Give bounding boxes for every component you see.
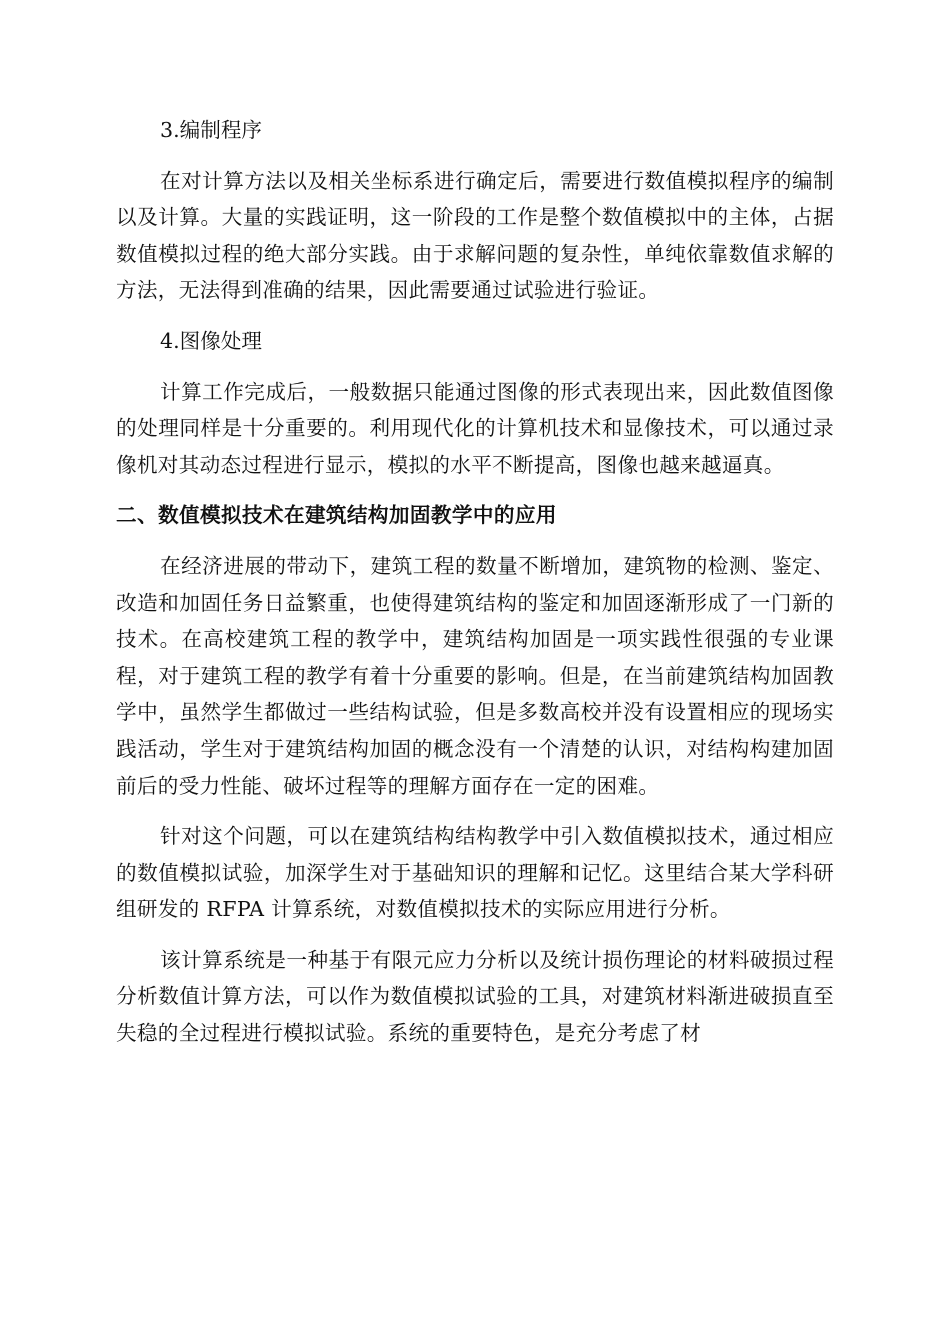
paragraph-teaching-background: 在经济进展的带动下，建筑工程的数量不断增加，建筑物的检测、鉴定、改造和加固任务日益繁重，也使得建筑结构的鉴定和加固逐渐形成了一门新的技术。在高校建筑工程的教学中，建筑结构加固是一项实践性很强的专业课程，对于建筑工程的教学有着十分重要的影响。但是，在当前建筑结构加固教学中，虽然学生都做过一些结构试验，但是多数高校并没有设置相应的现场实践活动，学生对于建筑结构加固的概念没有一个清楚的认识，对结构构建加固前后的受力性能、破坏过程等的理解方面存在一定的困难。 [116, 553, 834, 798]
subheading-image-processing: 4.图像处理 [160, 328, 263, 353]
paragraph-rfpa-introduction: 针对这个问题，可以在建筑结构结构教学中引入数值模拟技术，通过相应的数值模拟试验，加深学生对于基础知识的理解和记忆。这里结合某大学科研组研发的 RFPA 计算系统，对数值模拟技术的实际应用进行分析。 [116, 824, 834, 922]
document-body [116, 112, 834, 1052]
paragraph-program-compilation: 在对计算方法以及相关坐标系进行确定后，需要进行数值模拟程序的编制以及计算。大量的实践证明，这一阶段的工作是整个数值模拟中的主体，占据数值模拟过程的绝大部分实践。由于求解问题的复杂性，单纯依靠数值求解的方法，无法得到准确的结果，因此需要通过试验进行验证。 [116, 168, 834, 303]
paragraph-rfpa-system: 该计算系统是一种基于有限元应力分析以及统计损伤理论的材料破损过程分析数值计算方法，可以作为数值模拟试验的工具，对建筑材料渐进破损直至失稳的全过程进行模拟试验。系统的重要特色，是充分考虑了材 [116, 947, 834, 1046]
section-heading-application: 二、数值模拟技术在建筑结构加固教学中的应用 [116, 503, 557, 528]
subheading-compile-program: 3.编制程序 [160, 118, 263, 142]
paragraph-image-processing: 计算工作完成后，一般数据只能通过图像的形式表现出来，因此数值图像的处理同样是十分重要的。利用现代化的计算机技术和显像技术，可以通过录像机对其动态过程进行显示，模拟的水平不断提高，图像也越来越逼真。 [116, 379, 834, 477]
